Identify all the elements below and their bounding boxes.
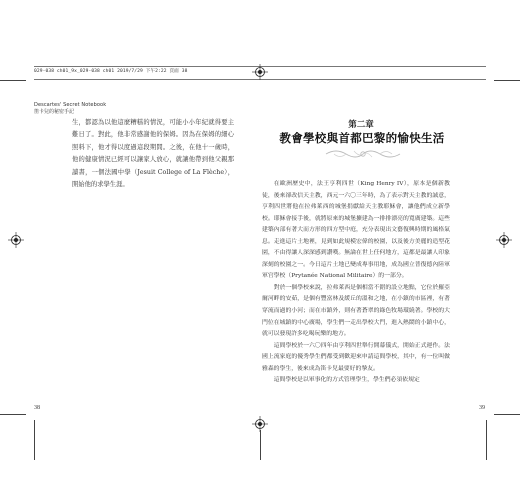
body-paragraph: 這間學校是以軍事化的方式管理學生，學生們必須依規定 — [273, 377, 420, 384]
trim-mark — [494, 80, 520, 81]
body-paragraph: 這間學校於一六〇四年由亨利四世舉行開幕儀式，開始正式運作。法國上流家庭的優秀學生們都受到歡迎來申請這間學校，其中，有一位叫做雅森的學生，後來成為笛卡兒最要好的摯友。 — [262, 342, 450, 372]
registration-mark-right-icon — [496, 232, 512, 248]
chapter-label: 第二章 — [348, 120, 374, 130]
running-head — [34, 102, 106, 115]
running-head-english: Descartes' Secret Notebook — [34, 102, 107, 108]
trim-mark — [34, 420, 35, 460]
trim-mark — [494, 414, 520, 415]
trim-mark — [0, 414, 26, 415]
body-paragraph: 對於一個學校來說，拉弗萊西是個相當不錯的設立地點，它位於羅亞爾河畔的安茹，是個有豐富林及緩丘的溫和之地，在小鎮的市區裡，有著穿流而過的小河；而在市鎮外，則有著蒼翠的綠色牧場環繞著。學校的大門位在城鎮的中心廣場，學生們一走出學校大門，進入熱鬧的小鎮中心，就可以發現許多吃喝玩樂的地方。 — [262, 284, 450, 338]
chapter-title: 教會學校與首都巴黎的愉快生活 — [279, 131, 445, 145]
page-number-left: 38 — [34, 405, 40, 411]
page-number-right: 39 — [479, 405, 485, 411]
trim-mark — [0, 80, 26, 81]
right-page-body — [262, 179, 450, 387]
trim-mark — [486, 420, 487, 460]
print-slug-text: 029-038 ch01_9x_029-038 ch01 2019/7/29 下午2:22 頁面 38 — [34, 69, 188, 74]
registration-mark-left-icon — [8, 232, 24, 248]
body-paragraph: 在歐洲歷史中，法王亨利四世（King Henry IV），原本是個新教徒，後來卻改信天主教，西元一六〇三年時，為了表示對天主教的誠意，亨利四世將他在拉弗萊西的城堡捐獻給天主教耶穌會，讓他們成立新學校。耶穌會接手後，就將原來的城堡擴建為一排排漂亮的寬廣建築。這些建築內部有著大而方形的四方型中庭，充分表現出文藝復興時期的風格氣息。走進這片土地裡，見到如此規模宏偉的校園，以及後方美麗的造型花園，不由得讓人深深感到讚嘆。無論在世上任何地方，這都是最讓人印象深刻的校園之一。今日這片土地已變成專事用地，成為國立普復德內陸軍軍官學校（Prytanée National Militaire）的一部分。 — [262, 181, 450, 280]
left-page-paragraph: 生，都認為以他這麼糟糕的情況，可能小小年紀就得要主難日了。對此，他非常感謝他的保姆。因為在保姆的細心照料下，他才得以度過這段期間。之後，在他十一歲時，他的健康情況已經可以讓家人放心，就讓他帶到他父親那讀書，一個法國中學（Jesuit College of La Flèche），開始他的求學生涯。 — [72, 119, 234, 189]
chapter-ornament-icon — [324, 146, 402, 160]
running-head-chinese: 笛卡兒的秘密手記 — [34, 109, 75, 115]
trim-mark — [260, 430, 261, 460]
registration-mark-top-icon — [252, 64, 268, 80]
